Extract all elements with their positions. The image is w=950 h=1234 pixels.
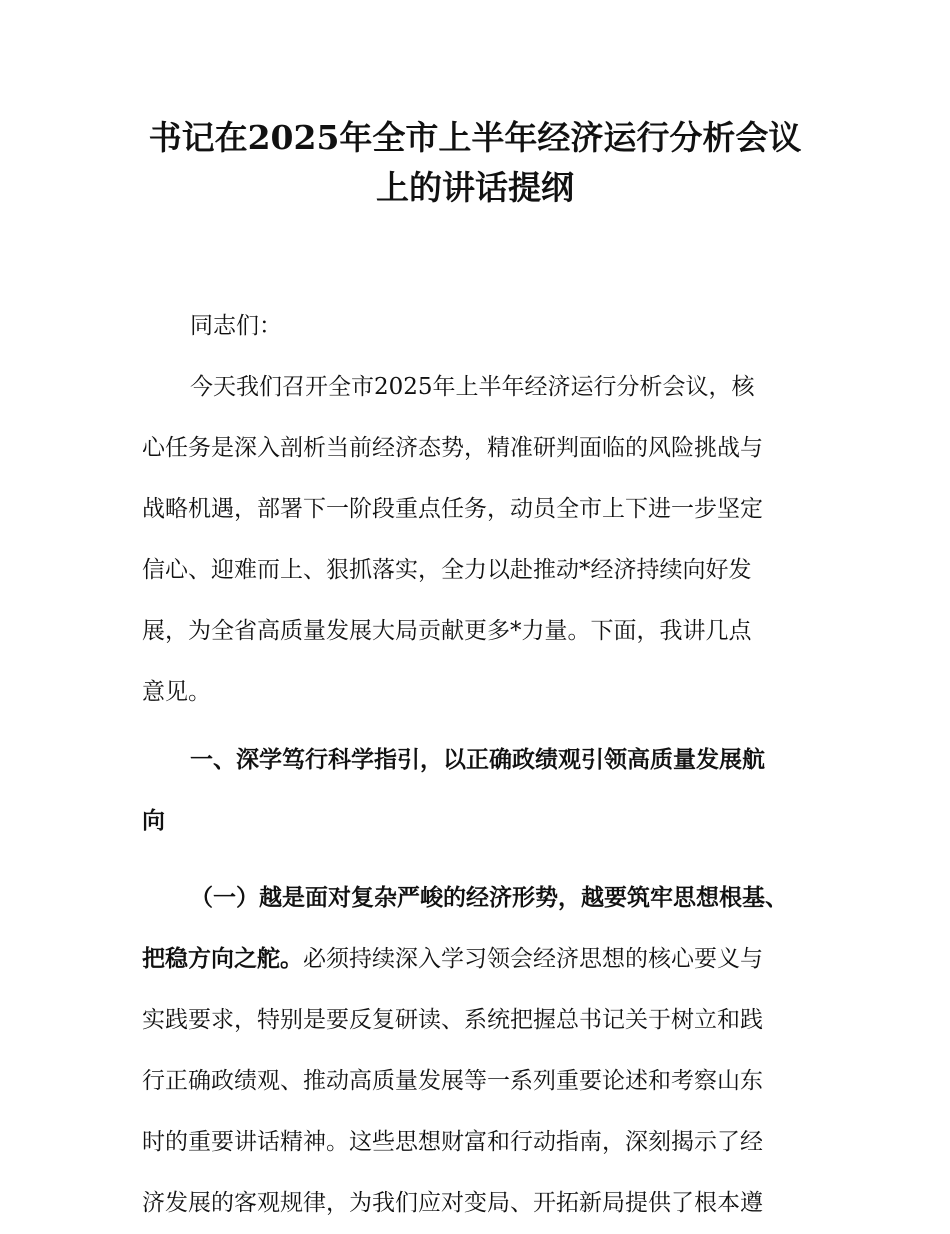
intro-paragraph-line: 信心、迎难而上、狠抓落实，全力以赴推动*经济持续向好发 <box>142 557 752 583</box>
subsection-paragraph-line: 时的重要讲话精神。这些思想财富和行动指南，深刻揭示了经 <box>142 1129 763 1155</box>
intro-paragraph-line: 战略机遇，部署下一阶段重点任务，动员全市上下进一步坚定 <box>142 496 763 522</box>
subsection-paragraph-line <box>142 929 822 990</box>
subsection-paragraph-line: 行正确政绩观、推动高质量发展等一系列重要论述和考察山东 <box>142 1068 763 1094</box>
subsection-heading: （一）越是面对复杂严峻的经济形势，越要筑牢思想根基、 <box>190 885 788 911</box>
document-title-line-2: 上的讲话提纲 <box>376 168 574 207</box>
intro-paragraph-line: 展，为全省高质量发展大局贡献更多*力量。下面，我讲几点 <box>142 618 752 644</box>
section-heading-line: 一、深学笃行科学指引，以正确政绩观引领高质量发展航 <box>190 747 765 773</box>
subsection-text: 必须持续深入学习领会经济思想的核心要义与 <box>303 946 763 972</box>
intro-paragraph-line: 心任务是深入剖析当前经济态势，精准研判面临的风险挑战与 <box>142 435 763 461</box>
subsection-paragraph-line: 济发展的客观规律，为我们应对变局、开拓新局提供了根本遵 <box>142 1190 763 1216</box>
subsection-paragraph-line: 实践要求，特别是要反复研读、系统把握总书记关于树立和践 <box>142 1007 763 1033</box>
salutation: 同志们： <box>190 313 282 339</box>
subsection-heading-end: 把稳方向之舵。 <box>142 946 303 972</box>
intro-paragraph-line: 意见。 <box>142 679 211 705</box>
section-heading-line: 向 <box>142 808 165 834</box>
document-title-line-1: 书记在2025年全市上半年经济运行分析会议 <box>148 118 802 157</box>
intro-paragraph-line: 今天我们召开全市2025年上半年经济运行分析会议，核 <box>190 374 755 400</box>
